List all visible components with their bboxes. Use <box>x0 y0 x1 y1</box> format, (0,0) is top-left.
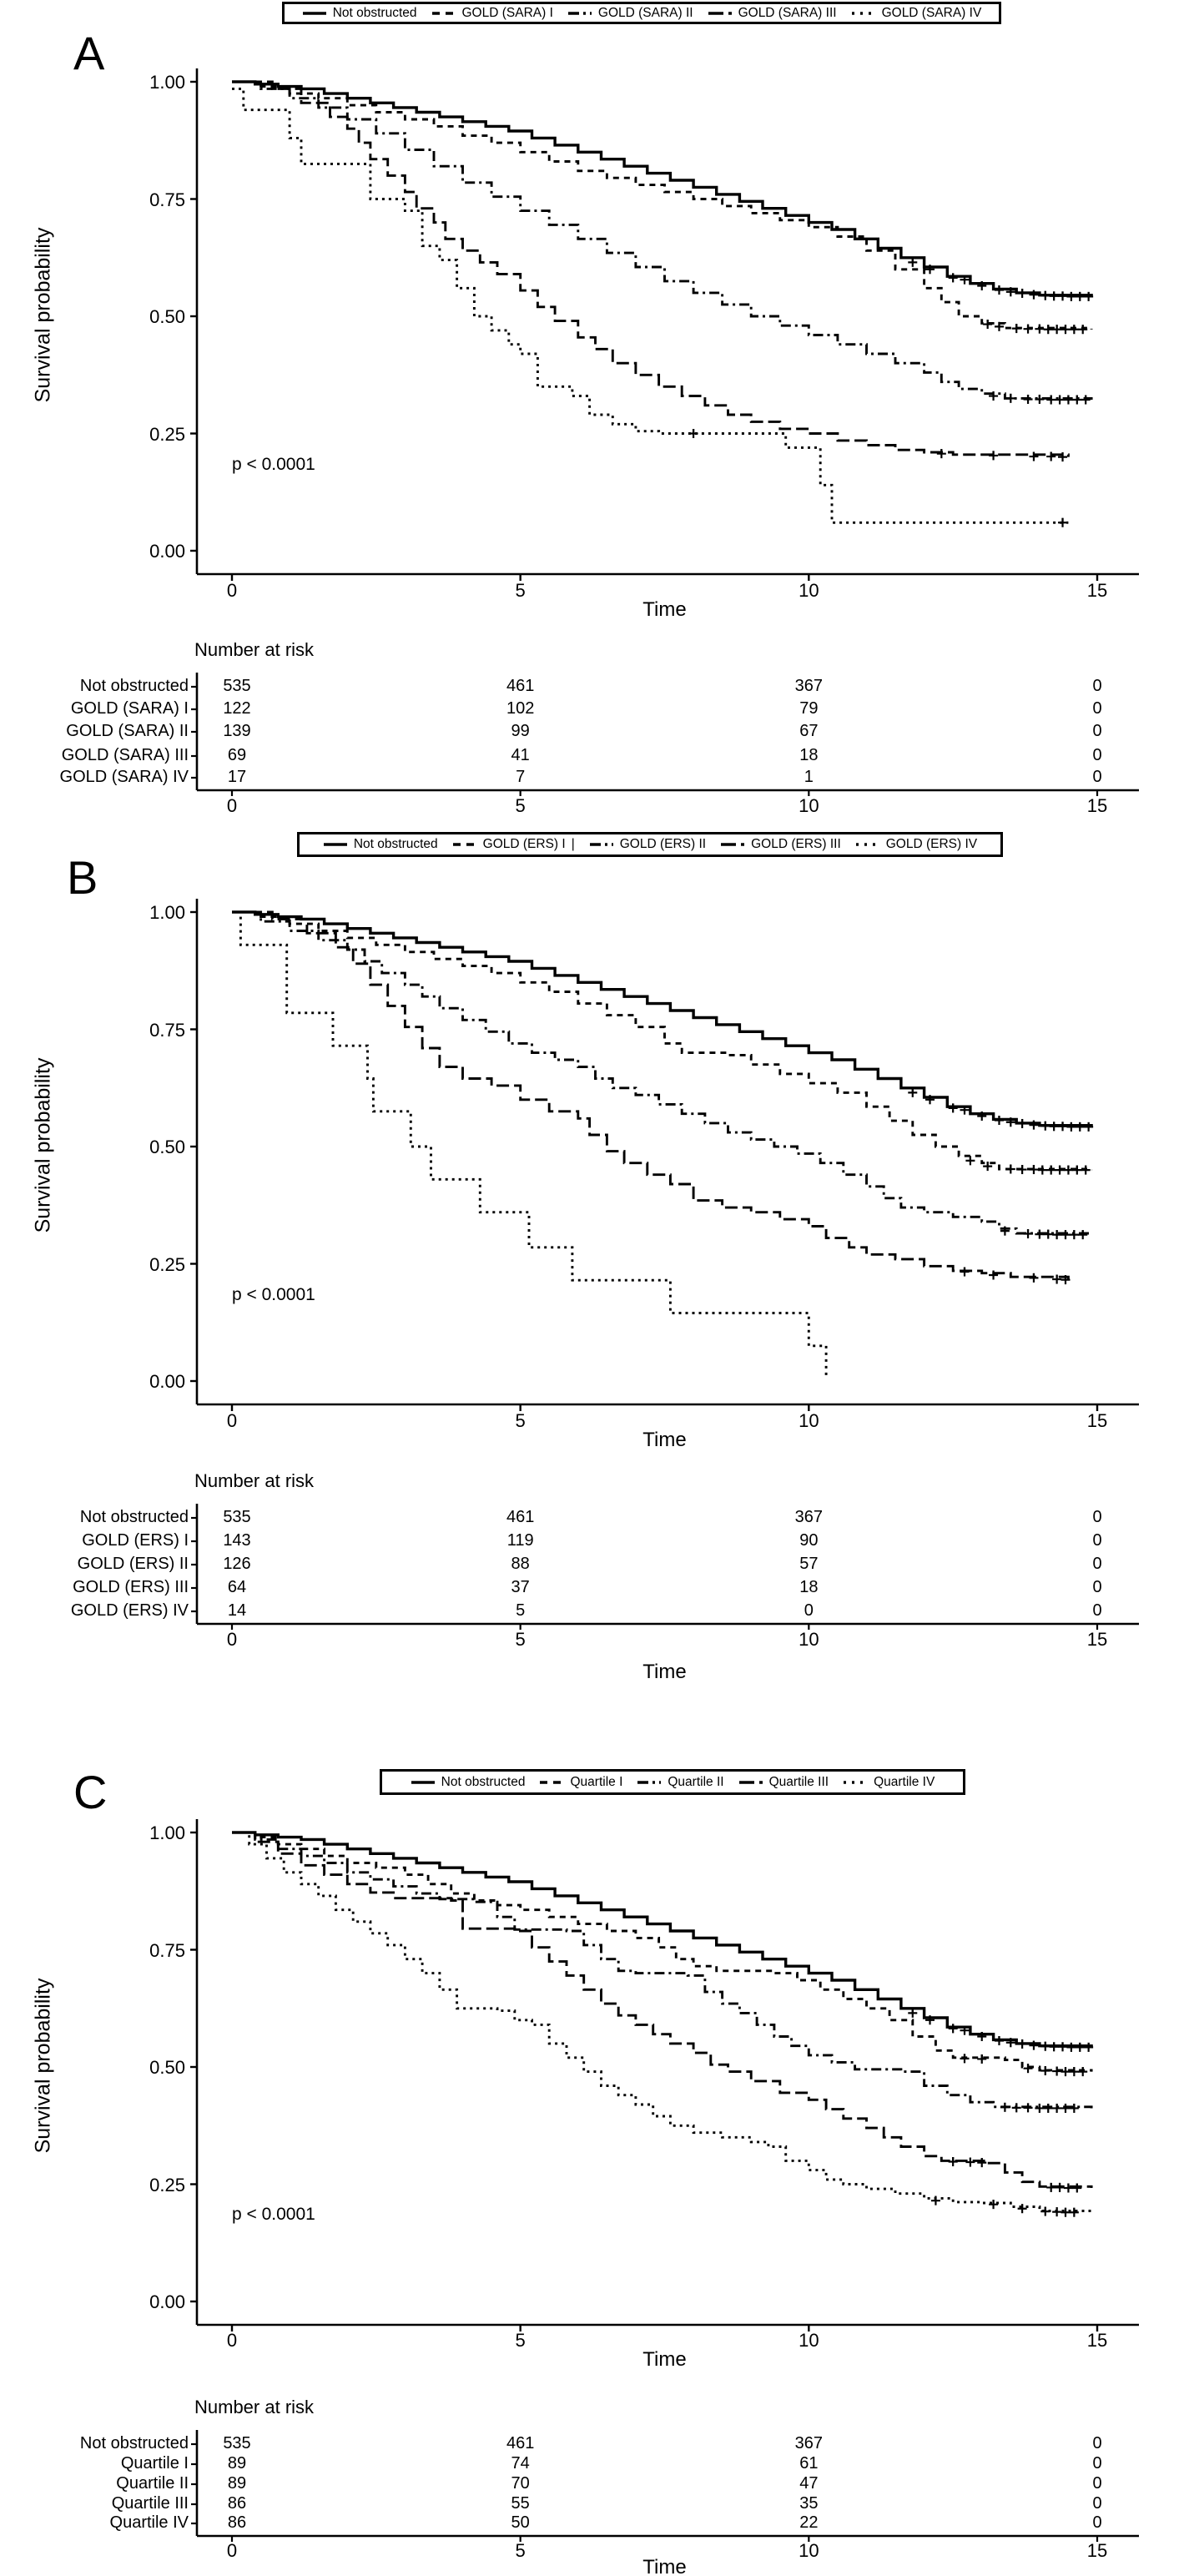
risk-axis-tick-label: 0 <box>226 1629 238 1650</box>
x-tick-label: 5 <box>515 580 526 601</box>
risk-count: 47 <box>799 2474 819 2493</box>
risk-count: 0 <box>804 1601 814 1620</box>
risk-row-label: Quartile I <box>120 2454 189 2473</box>
legend-item <box>302 6 417 21</box>
legend-item-label: Not obstructed <box>332 5 417 20</box>
risk-count: 0 <box>1092 2434 1102 2452</box>
survival-curve-quartile-ii <box>232 1832 1091 2109</box>
legend-item <box>539 1775 622 1790</box>
legend-item-label: GOLD (SARA) IV <box>881 5 982 20</box>
risk-count: 0 <box>1092 677 1102 695</box>
legend-item <box>851 6 982 21</box>
legend-item-label: GOLD (ERS) I <box>482 837 566 851</box>
risk-count: 69 <box>227 746 247 764</box>
p-value-label: p < 0.0001 <box>232 455 315 474</box>
risk-count: 17 <box>227 768 247 786</box>
legend-item-label: Quartile I <box>570 1774 623 1789</box>
risk-count: 50 <box>511 2513 530 2532</box>
risk-axis-tick-label: 0 <box>226 2540 238 2561</box>
risk-count: 55 <box>511 2494 530 2513</box>
survival-curve-gold-ers-i <box>232 912 1091 1170</box>
risk-table-x-axis-title: Time <box>642 2556 687 2576</box>
risk-count: 139 <box>223 722 251 740</box>
number-at-risk-title: Number at risk <box>194 2397 315 2417</box>
legend-item-label: GOLD (SARA) I <box>461 5 553 20</box>
y-tick-label: 0.50 <box>149 1137 185 1157</box>
x-tick-label: 15 <box>1086 580 1108 601</box>
risk-count: 88 <box>511 1555 530 1573</box>
risk-count: 41 <box>511 746 530 764</box>
x-tick-label: 10 <box>799 580 819 601</box>
dashed-line-key-icon <box>452 840 477 849</box>
risk-row-label: Quartile IV <box>109 2513 189 2532</box>
legend-item <box>843 1775 935 1790</box>
legend-item-label: Quartile III <box>768 1774 829 1789</box>
dotted-line-key-icon <box>843 1778 868 1787</box>
legend-item-label: Quartile IV <box>874 1774 935 1789</box>
legend-panel-a <box>282 2 1001 24</box>
panel-letter-c: C <box>73 1766 108 1818</box>
legend-item-label: GOLD (ERS) III <box>751 837 841 851</box>
risk-count: 7 <box>516 768 526 786</box>
survival-curve-gold-ers-ii <box>232 912 1091 1235</box>
legend-item <box>411 1775 526 1790</box>
risk-count: 1 <box>804 768 814 786</box>
survival-curve-gold-sara-i <box>232 82 1091 330</box>
risk-count: 67 <box>799 722 819 740</box>
longdash-line-key-icon <box>738 1778 763 1787</box>
legend-item <box>452 837 575 852</box>
solid-line-key-icon <box>411 1778 436 1787</box>
legend-item <box>323 837 438 852</box>
risk-count: 461 <box>506 1508 535 1526</box>
legend-item-label: Quartile II <box>668 1774 724 1789</box>
risk-row-label: GOLD (ERS) II <box>77 1555 189 1573</box>
risk-count: 61 <box>799 2454 819 2473</box>
risk-count: 143 <box>223 1531 251 1550</box>
risk-count: 89 <box>227 2454 247 2473</box>
x-tick-label: 15 <box>1086 1410 1108 1431</box>
dashed-line-key-icon <box>539 1778 564 1787</box>
survival-curve-quartile-i <box>232 1832 1091 2072</box>
risk-axis-tick-label: 10 <box>799 2540 819 2561</box>
y-axis-title: Survival probability <box>31 227 55 403</box>
y-tick-label: 1.00 <box>149 902 185 923</box>
solid-line-key-icon <box>302 9 327 18</box>
risk-axis-tick-label: 15 <box>1086 2540 1108 2561</box>
risk-count: 0 <box>1092 699 1102 718</box>
survival-curve-quartile-iv <box>232 1832 1091 2212</box>
risk-count: 119 <box>506 1531 534 1550</box>
longdash-line-key-icon <box>720 840 745 849</box>
legend-item <box>738 1775 829 1790</box>
y-tick-label: 0.50 <box>149 306 185 327</box>
y-tick-label: 0.25 <box>149 423 185 445</box>
legend-item-label: GOLD (SARA) III <box>738 5 837 20</box>
risk-count: 37 <box>511 1578 530 1596</box>
risk-row-label: Quartile III <box>111 2494 189 2513</box>
y-tick-label: 1.00 <box>149 1822 185 1843</box>
dotted-line-key-icon <box>851 9 876 18</box>
risk-count: 35 <box>799 2494 819 2513</box>
risk-count: 0 <box>1092 1531 1102 1550</box>
dashed-line-key-icon <box>431 9 456 18</box>
y-axis-title: Survival probability <box>31 1978 55 2154</box>
longdash-line-key-icon <box>708 9 733 18</box>
x-tick-label: 10 <box>799 1410 819 1431</box>
y-tick-label: 0.00 <box>149 1371 185 1392</box>
risk-row-label: GOLD (SARA) II <box>66 722 189 740</box>
risk-count: 70 <box>511 2474 530 2493</box>
dashdot-line-key-icon <box>589 840 614 849</box>
risk-row-label: GOLD (SARA) I <box>70 699 189 718</box>
risk-count: 0 <box>1092 746 1102 764</box>
legend-item <box>720 837 841 852</box>
risk-count: 86 <box>227 2513 247 2532</box>
survival-curve-gold-sara-iii <box>232 82 1068 457</box>
risk-count: 0 <box>1092 1601 1102 1620</box>
risk-count: 14 <box>227 1601 247 1620</box>
y-tick-label: 0.50 <box>149 2057 185 2078</box>
risk-count: 0 <box>1092 2454 1102 2473</box>
risk-count: 122 <box>223 699 251 718</box>
p-value-label: p < 0.0001 <box>232 1285 315 1304</box>
y-tick-label: 0.00 <box>149 541 185 562</box>
risk-row-label: GOLD (ERS) I <box>82 1531 189 1550</box>
x-tick-label: 5 <box>515 1410 526 1431</box>
x-tick-label: 10 <box>799 2330 819 2351</box>
legend-item-label: Not obstructed <box>441 1774 526 1789</box>
risk-row-label: GOLD (ERS) IV <box>70 1601 189 1620</box>
legend-item <box>637 1775 723 1790</box>
risk-count: 79 <box>799 699 819 718</box>
risk-count: 535 <box>223 2434 251 2452</box>
legend-item <box>855 837 977 852</box>
risk-count: 5 <box>516 1601 526 1620</box>
dashdot-line-key-icon <box>637 1778 662 1787</box>
risk-count: 126 <box>223 1555 251 1573</box>
risk-count: 0 <box>1092 2513 1102 2532</box>
y-tick-label: 0.25 <box>149 1253 185 1275</box>
legend-item-label: GOLD (ERS) II <box>619 837 707 851</box>
risk-row-label: Quartile II <box>116 2474 189 2493</box>
risk-count: 22 <box>799 2513 819 2532</box>
y-tick-label: 0.75 <box>149 1939 185 1961</box>
risk-row-label: Not obstructed <box>79 2434 189 2452</box>
x-tick-label: 0 <box>226 2330 238 2351</box>
panel-letter-a: A <box>73 27 105 79</box>
risk-count: 99 <box>511 722 530 740</box>
risk-axis-tick-label: 10 <box>799 795 819 816</box>
legend-item <box>567 6 693 21</box>
risk-count: 86 <box>227 2494 247 2513</box>
risk-row-label: GOLD (SARA) IV <box>59 768 189 786</box>
p-value-label: p < 0.0001 <box>232 2205 315 2224</box>
risk-axis-tick-label: 5 <box>515 1629 526 1650</box>
risk-row-label: GOLD (SARA) III <box>61 746 189 764</box>
risk-axis-tick-label: 5 <box>515 795 526 816</box>
y-tick-label: 1.00 <box>149 72 185 93</box>
legend-panel-c <box>380 1769 965 1795</box>
survival-curve-quartile-iii <box>232 1832 1091 2188</box>
risk-count: 0 <box>1092 1578 1102 1596</box>
risk-axis-tick-label: 5 <box>515 2540 526 2561</box>
solid-line-key-icon <box>323 840 348 849</box>
risk-count: 461 <box>506 677 535 695</box>
x-axis-title: Time <box>642 2348 687 2371</box>
legend-item-suffix: | <box>571 837 575 851</box>
y-tick-label: 0.75 <box>149 1019 185 1041</box>
risk-table-x-axis-title: Time <box>642 1661 687 1683</box>
risk-count: 90 <box>799 1531 819 1550</box>
number-at-risk-title: Number at risk <box>194 639 315 660</box>
legend-item <box>431 6 553 21</box>
risk-count: 367 <box>794 1508 824 1526</box>
x-tick-label: 15 <box>1086 2330 1108 2351</box>
risk-row-label: GOLD (ERS) III <box>73 1578 189 1596</box>
legend-panel-b <box>297 832 1003 857</box>
survival-curve-not-obstructed <box>232 82 1091 296</box>
risk-row-label: Not obstructed <box>79 1508 189 1526</box>
survival-curve-not-obstructed <box>232 912 1091 1127</box>
risk-count: 0 <box>1092 2474 1102 2493</box>
risk-count: 0 <box>1092 1555 1102 1573</box>
survival-curve-gold-sara-ii <box>232 82 1091 400</box>
risk-axis-tick-label: 15 <box>1086 1629 1108 1650</box>
risk-row-label: Not obstructed <box>79 677 189 695</box>
y-tick-label: 0.25 <box>149 2174 185 2195</box>
risk-count: 535 <box>223 1508 251 1526</box>
risk-count: 535 <box>223 677 251 695</box>
legend-item <box>708 6 837 21</box>
x-tick-label: 0 <box>226 1410 238 1431</box>
x-axis-title: Time <box>642 1429 687 1451</box>
survival-curve-gold-ers-iv <box>232 912 826 1376</box>
y-axis-title: Survival probability <box>31 1057 55 1233</box>
risk-count: 64 <box>227 1578 247 1596</box>
risk-axis-tick-label: 15 <box>1086 795 1108 816</box>
risk-count: 18 <box>799 1578 819 1596</box>
risk-count: 0 <box>1092 1508 1102 1526</box>
risk-count: 18 <box>799 746 819 764</box>
risk-count: 367 <box>794 677 824 695</box>
risk-count: 57 <box>799 1555 819 1573</box>
risk-count: 367 <box>794 2434 824 2452</box>
legend-item-label: GOLD (ERS) IV <box>885 837 978 851</box>
y-tick-label: 0.00 <box>149 2291 185 2312</box>
legend-item-label: Not obstructed <box>353 837 438 851</box>
risk-count: 89 <box>227 2474 247 2493</box>
risk-count: 74 <box>511 2454 530 2473</box>
legend-item <box>589 837 706 852</box>
x-tick-label: 5 <box>515 2330 526 2351</box>
dashdot-line-key-icon <box>567 9 592 18</box>
risk-count: 0 <box>1092 2494 1102 2513</box>
number-at-risk-title: Number at risk <box>194 1470 315 1491</box>
survival-curve-not-obstructed <box>232 1832 1091 2047</box>
x-tick-label: 0 <box>226 580 238 601</box>
risk-axis-tick-label: 10 <box>799 1629 819 1650</box>
panel-letter-b: B <box>67 851 98 904</box>
dotted-line-key-icon <box>855 840 880 849</box>
risk-count: 102 <box>506 699 535 718</box>
risk-axis-tick-label: 0 <box>226 795 238 816</box>
survival-curve-gold-sara-iv <box>232 88 1068 522</box>
risk-count: 0 <box>1092 722 1102 740</box>
legend-item-label: GOLD (SARA) II <box>597 5 693 20</box>
y-tick-label: 0.75 <box>149 189 185 210</box>
risk-count: 0 <box>1092 768 1102 786</box>
risk-count: 461 <box>506 2434 535 2452</box>
x-axis-title: Time <box>642 598 687 621</box>
